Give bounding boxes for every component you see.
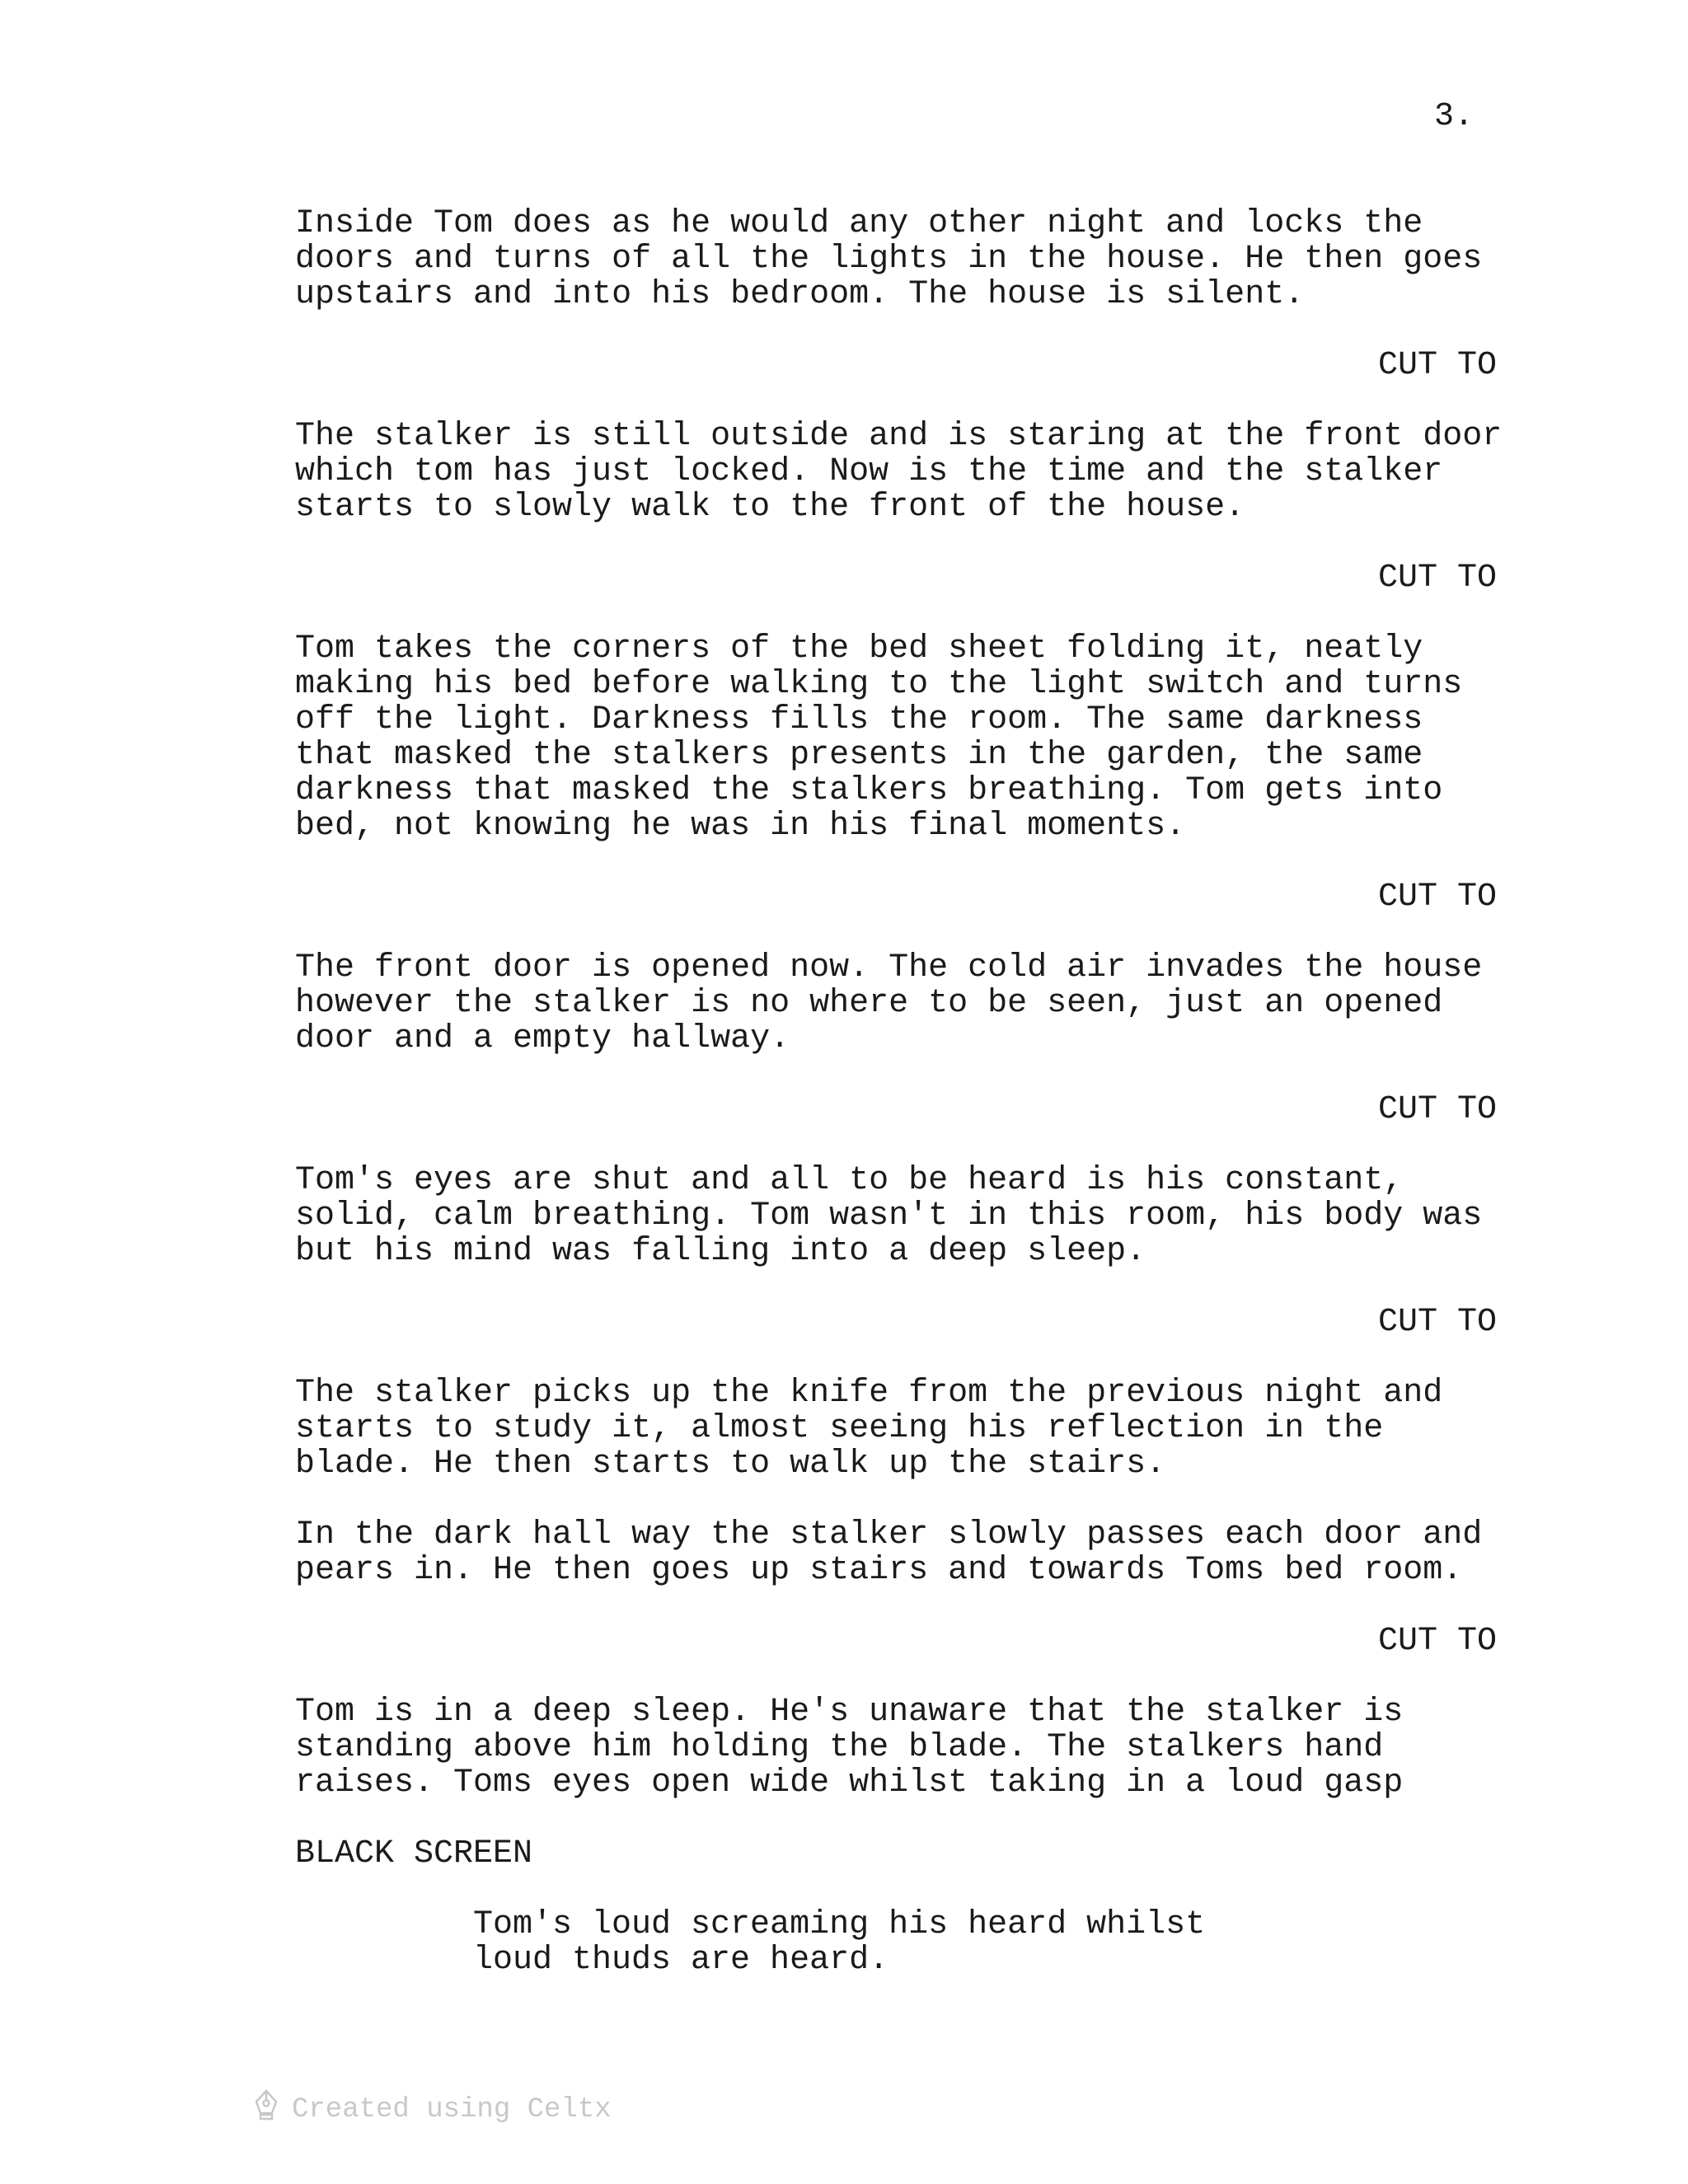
scene-note-black-screen: BLACK SCREEN xyxy=(295,1835,533,1872)
transition-cut-to: CUT TO xyxy=(1377,1623,1497,1660)
action-block: The stalker is still outside and is staring at the front door which tom has just locked. Now is the time and the stalker starts to slowly walk to the front of the house. xyxy=(295,418,1503,526)
celtx-pen-icon xyxy=(254,2088,292,2130)
script-body xyxy=(295,205,1503,2013)
dialogue-block: Tom's loud screaming his heard whilst loud thuds are heard. xyxy=(473,1906,1206,1979)
action-block: The front door is opened now. The cold air invades the house however the stalker is no where to be seen, just an opened door and a empty hallway. xyxy=(295,949,1483,1057)
transition-cut-to: CUT TO xyxy=(1377,1304,1497,1341)
transition-cut-to: CUT TO xyxy=(1377,1091,1497,1128)
transition-cut-to: CUT TO xyxy=(1377,879,1497,916)
transition-cut-to: CUT TO xyxy=(1377,347,1497,384)
celtx-footer xyxy=(254,2088,612,2130)
action-block: Tom is in a deep sleep. He's unaware that the stalker is standing above him holding the blade. The stalkers hand raises. Toms eyes open wide whilst taking in a loud gasp xyxy=(295,1694,1404,1802)
action-block: Inside Tom does as he would any other night and locks the doors and turns of all the lights in the house. He then goes upstairs and into his bedroom. The house is silent. xyxy=(295,205,1483,313)
action-block: In the dark hall way the stalker slowly passes each door and pears in. He then goes up stairs and towards Toms bed room. xyxy=(295,1516,1483,1589)
transition-cut-to: CUT TO xyxy=(1377,560,1497,597)
footer-text: Created using Celtx xyxy=(292,2093,612,2125)
action-block: Tom takes the corners of the bed sheet folding it, neatly making his bed before walking to the light switch and turns off the light. Darkness fills the room. The same darkness that masked the stalkers presents in the garden, the same darkness that masked the stalkers breathing. Tom gets into bed, not knowing he was in his final moments. xyxy=(295,630,1463,845)
action-block: Tom's eyes are shut and all to be heard is his constant, solid, calm breathing. Tom wasn't in this room, his body was but his mind was falling into a deep sleep. xyxy=(295,1162,1483,1270)
action-block: The stalker picks up the knife from the previous night and starts to study it, almost seeing his reflection in the blade. He then starts to walk up the stairs. xyxy=(295,1375,1443,1483)
page-number: 3. xyxy=(1434,98,1475,135)
